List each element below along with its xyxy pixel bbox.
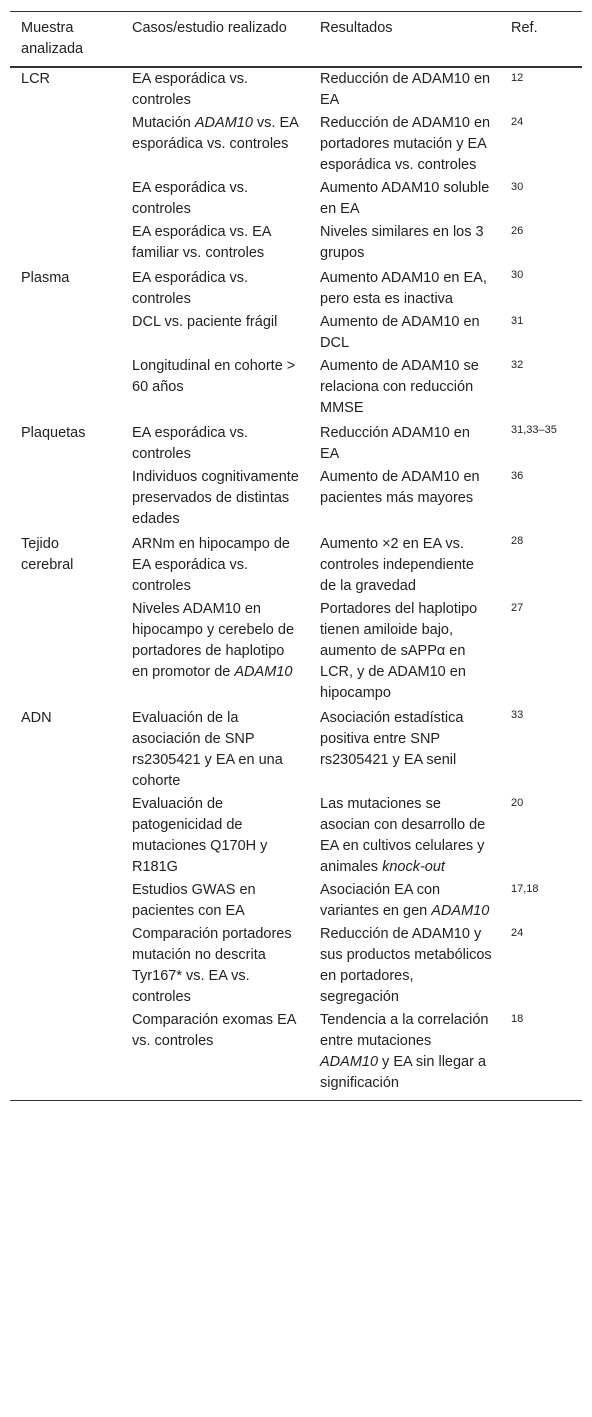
table-row [10,923,582,1009]
cell-resultado: Aumento de ADAM10 se relaciona con reducción MMSE [320,358,479,416]
cell-estudio: Estudios GWAS en pacientes con EA [132,882,256,919]
cell-ref: 18 [500,1009,582,1101]
header-muestra: Muestra analizada [10,12,121,68]
cell-ref: 30 [511,269,524,281]
cell-estudio: EA esporádica vs. EA familiar vs. controles [132,224,271,261]
cell-resultado: Aumento ADAM10 soluble en EA [320,180,490,217]
cell-estudio-part: Niveles ADAM10 en hipocampo y cerebelo de portadores de haplotipo en promotor de [132,601,295,680]
cell-estudio: Comparación exomas EA vs. controles [121,1009,309,1101]
cell-muestra: Plaquetas [21,425,86,441]
cell-estudio-part: ADAM10 [194,115,253,131]
cell-resultado-part: Tendencia a la correlación entre mutaciones [320,1012,489,1049]
table-row [10,177,582,221]
cell-ref: 31 [511,315,524,327]
cell-muestra [10,112,121,177]
table-row [10,221,582,265]
cell-ref: 12 [511,72,524,84]
table-row [10,531,582,598]
header-resultados: Resultados [309,12,500,68]
table-row [10,355,582,420]
cell-muestra [10,598,121,705]
cell-estudio: DCL vs. paciente frágil [132,314,278,330]
cell-ref: 30 [511,181,524,193]
table-row [10,879,582,923]
cell-ref: 33 [511,709,524,721]
cell-muestra [10,793,121,879]
cell-muestra [10,1009,121,1101]
cell-estudio-part: vs. EA esporádica vs. controles [132,115,299,152]
table-row [10,793,582,879]
cell-muestra [10,355,121,420]
cell-muestra [10,177,121,221]
cell-muestra [10,466,121,531]
cell-muestra: ADN [21,710,52,726]
cell-resultado [309,879,500,923]
cell-resultado: Aumento de ADAM10 en DCL [320,314,480,351]
cell-estudio: ARNm en hipocampo de EA esporádica vs. controles [132,536,290,594]
cell-muestra [10,221,121,265]
cell-ref: 31,33–35 [511,424,557,436]
cell-resultado: Reducción ADAM10 en EA [320,425,470,462]
cell-estudio: Individuos cognitivamente preservados de distintas edades [132,469,299,527]
cell-estudio-part: ADAM10 [234,664,293,680]
cell-resultado-part: ADAM10 [320,1054,379,1070]
cell-ref: 20 [511,797,524,809]
cell-ref: 36 [511,470,524,482]
cell-resultado: Aumento de ADAM10 en pacientes más mayores [320,469,480,506]
table-row [10,420,582,466]
header-row [10,12,582,68]
cell-ref: 24 [511,927,524,939]
cell-ref: 27 [511,602,524,614]
adam10-studies-table [10,11,582,1101]
table-row [10,1009,582,1101]
cell-resultado [309,793,500,879]
cell-resultado: Aumento ADAM10 en EA, pero esta es inactiva [320,270,487,307]
cell-resultado: Aumento ×2 en EA vs. controles independiente de la gravedad [320,536,474,594]
cell-resultado-part: ADAM10 [431,903,490,919]
cell-estudio: EA esporádica vs. controles [132,180,249,217]
cell-resultado-part: knock-out [382,859,445,875]
cell-ref: 17,18 [511,883,539,895]
cell-estudio-part: Mutación [132,115,195,131]
cell-estudio: EA esporádica vs. controles [132,71,249,108]
table-row [10,466,582,531]
table-row [10,311,582,355]
cell-resultado: Reducción de ADAM10 en EA [320,71,491,108]
cell-estudio: EA esporádica vs. controles [132,425,249,462]
cell-resultado: Portadores del haplotipo tienen amiloide bajo, aumento de sAPPα en LCR, y de ADAM10 en hipocampo [320,601,478,701]
header-ref: Ref. [500,12,582,68]
header-casos: Casos/estudio realizado [121,12,309,68]
cell-resultado: Asociación estadística positiva entre SNP rs2305421 y EA senil [320,710,464,768]
cell-estudio: Evaluación de la asociación de SNP rs2305421 y EA en una cohorte [132,710,283,789]
cell-resultado: Niveles similares en los 3 grupos [320,224,484,261]
cell-resultado-part: y EA sin llegar a significación [320,1054,487,1091]
cell-muestra [10,311,121,355]
cell-estudio [121,598,309,705]
cell-estudio: Longitudinal en cohorte > 60 años [132,358,296,395]
cell-ref: 32 [511,359,524,371]
cell-muestra: LCR [21,71,51,87]
table-row [10,705,582,793]
cell-estudio: Evaluación de patogenicidad de mutaciones Q170H y R181G [132,796,268,875]
cell-muestra: Plasma [21,270,70,286]
cell-ref: 28 [511,535,524,547]
table-row [10,265,582,311]
table-body [10,67,582,1101]
table-row [10,67,582,112]
cell-estudio: EA esporádica vs. controles [132,270,249,307]
cell-muestra [10,923,121,1009]
cell-resultado-part: Las mutaciones se asocian con desarrollo de EA en cultivos celulares y animales [320,796,486,875]
cell-ref: 26 [511,225,524,237]
table-row [10,112,582,177]
cell-muestra: Tejido cerebral [21,536,74,573]
table-header [10,12,582,68]
cell-resultado: Reducción de ADAM10 en portadores mutación y EA esporádica vs. controles [320,115,491,173]
cell-resultado [309,1009,500,1101]
cell-resultado: Reducción de ADAM10 y sus productos metabólicos en portadores, segregación [320,926,492,1005]
cell-estudio: Comparación portadores mutación no descrita Tyr167* vs. EA vs. controles [132,926,292,1005]
cell-muestra [10,879,121,923]
cell-ref: 24 [511,116,524,128]
table-row [10,598,582,705]
cell-resultado-part: Asociación EA con variantes en gen [320,882,441,919]
cell-estudio [121,112,309,177]
